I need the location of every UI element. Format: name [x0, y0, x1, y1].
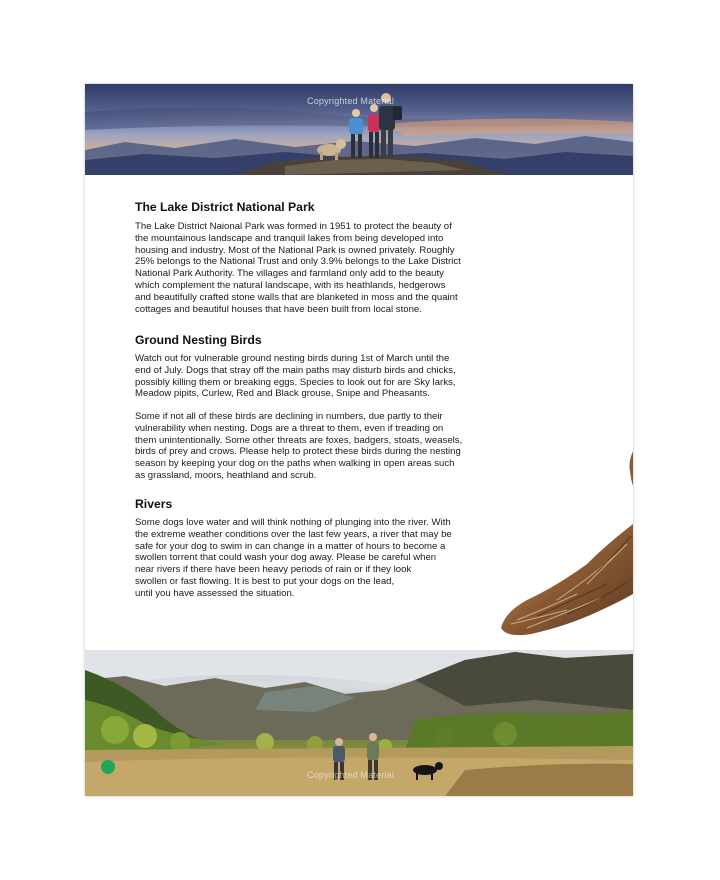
text-line: as grassland, moors, heathland and scrub. [135, 469, 317, 481]
text-line: birds of prey and crows. Please help to protect these birds during the nesting [135, 446, 461, 458]
text-line: them unintentionally. Some other threats are foxes, badgers, stoats, weasels, [135, 434, 463, 446]
text-line: Watch out for vulnerable ground nesting birds during 1st of March until the [135, 353, 450, 364]
text-line: swollen torrent that could wash your dog away. Please be careful when [135, 552, 437, 564]
paragraph-birds-2 [135, 411, 462, 482]
text-line: near rivers if there have been heavy periods of rain or if they look [135, 564, 412, 576]
paragraph-rivers [135, 517, 452, 600]
page-number-badge [101, 760, 115, 774]
text-line: 25% belongs to the National Trust and only 3.9% belongs to the Lake District [135, 256, 461, 268]
text-line: cottages and beautiful houses that have been built from local stone. [135, 303, 422, 315]
text-line: vulnerability when nesting. Dogs are a threat to them, even if treading on [135, 422, 444, 434]
text-line: National Park Authority. The villages and farmland only add to the beauty [135, 268, 444, 280]
book-page [85, 84, 633, 796]
top-banner-photo [85, 84, 633, 175]
dog-paw-fur-illustration [497, 524, 633, 640]
text-line: and beautifully crafted stone walls that are blanketed in moss and the quaint [135, 291, 458, 303]
text-line: the mountainous landscape and tranquil lakes from being developed into [135, 232, 444, 244]
text-line: until you have assessed the situation. [135, 587, 295, 599]
text-line: which complement the natural landscape, with its heathlands, hedgerows [135, 279, 446, 291]
text-line: safe for your dog to swim in can change in a matter of hours to become a [135, 540, 446, 552]
dog-ear-tip-illustration [628, 449, 633, 489]
text-line: Meadow pipits, Curlew, Red and Black grouse, Snipe and Pheasants. [135, 388, 430, 400]
text-line: swollen or fast flowing. It is best to put your dogs on the lead, [135, 575, 395, 587]
copyright-watermark-bottom: Copyrighted Material [307, 770, 395, 780]
text-line: the extreme weather conditions over the last few years, a river that may be [135, 528, 452, 540]
paragraph-lake-district [135, 221, 461, 315]
text-line: The Lake District Naional Park was formed in 1951 to protect the beauty of [135, 221, 452, 232]
text-line: housing and industry. Most of the National Park is owned privately. Roughly [135, 244, 455, 256]
heading-rivers: Rivers [135, 497, 173, 511]
text-line: possibly killing them or breaking eggs. Species to look out for are Sky larks, [135, 376, 456, 388]
text-line: Some dogs love water and will think nothing of plunging into the river. With [135, 517, 451, 528]
heading-ground-nesting-birds: Ground Nesting Birds [135, 333, 262, 347]
heading-lake-district: The Lake District National Park [135, 200, 315, 214]
bottom-valley-photo [85, 650, 633, 796]
paragraph-birds-1 [135, 353, 456, 400]
text-line: end of July. Dogs that stray off the main paths may disturb birds and chicks, [135, 364, 456, 376]
text-line: Some if not all of these birds are declining in numbers, due partly to their [135, 411, 443, 422]
text-line: season by keeping your dog on the paths when walking in open areas such [135, 458, 455, 470]
copyright-watermark: Copyrighted Material [307, 96, 395, 106]
